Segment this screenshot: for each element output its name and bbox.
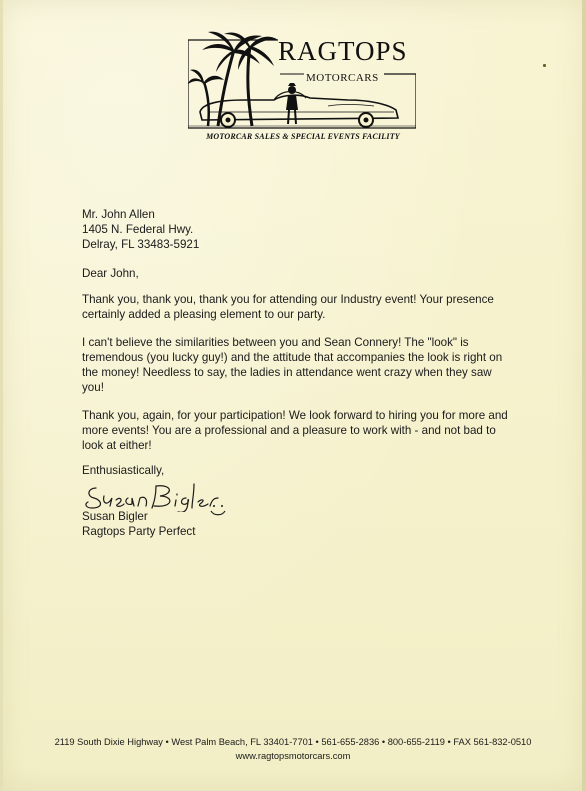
letterhead-footer [0, 735, 586, 763]
letter-paragraph-2: I can't believe the similarities between you and Sean Connery! The "look" is tremendous (you lucky guy!) and the attitude that accompanies the look is right on the money! Needless to say, the ladies in attendance went crazy when they saw you! [82, 336, 503, 394]
recipient-street: 1405 N. Federal Hwy. [82, 223, 194, 236]
paper-edge-left [0, 0, 3, 791]
closing: Enthusiastically, [82, 464, 165, 477]
signer-title: Ragtops Party Perfect [82, 525, 196, 538]
letter-paragraph-1: Thank you, thank you, thank you for attending our Industry event! Your presence certainly added a pleasing element to our party. [82, 293, 494, 321]
company-subtitle: MOTORCARS [306, 72, 379, 84]
recipient-city: Delray, FL 33483-5921 [82, 238, 200, 251]
signer-name: Susan Bigler [82, 510, 148, 523]
recipient-name: Mr. John Allen [82, 208, 155, 221]
footer-address: 2119 South Dixie Highway • West Palm Beach, FL 33401-7701 • 561-655-2836 • 800-655-2119 • FAX 561-832-0510 [54, 737, 532, 747]
smiley-face-icon [208, 502, 228, 518]
salutation: Dear John, [82, 267, 139, 280]
company-name: RAGTOPS [278, 36, 408, 66]
company-logo [188, 28, 416, 148]
paper-speck [543, 64, 546, 67]
company-tagline: MOTORCAR SALES & SPECIAL EVENTS FACILITY [206, 132, 400, 141]
footer-website: www.ragtopsmotorcars.com [235, 751, 351, 761]
signer-block [82, 509, 195, 539]
letter-paragraph-3: Thank you, again, for your participation! We look forward to hiring you for more and more events! You are a professional and a pleasure to work with - and not bad to look at either! [82, 409, 508, 452]
paper-edge-right [582, 0, 586, 791]
recipient-address [82, 207, 199, 252]
